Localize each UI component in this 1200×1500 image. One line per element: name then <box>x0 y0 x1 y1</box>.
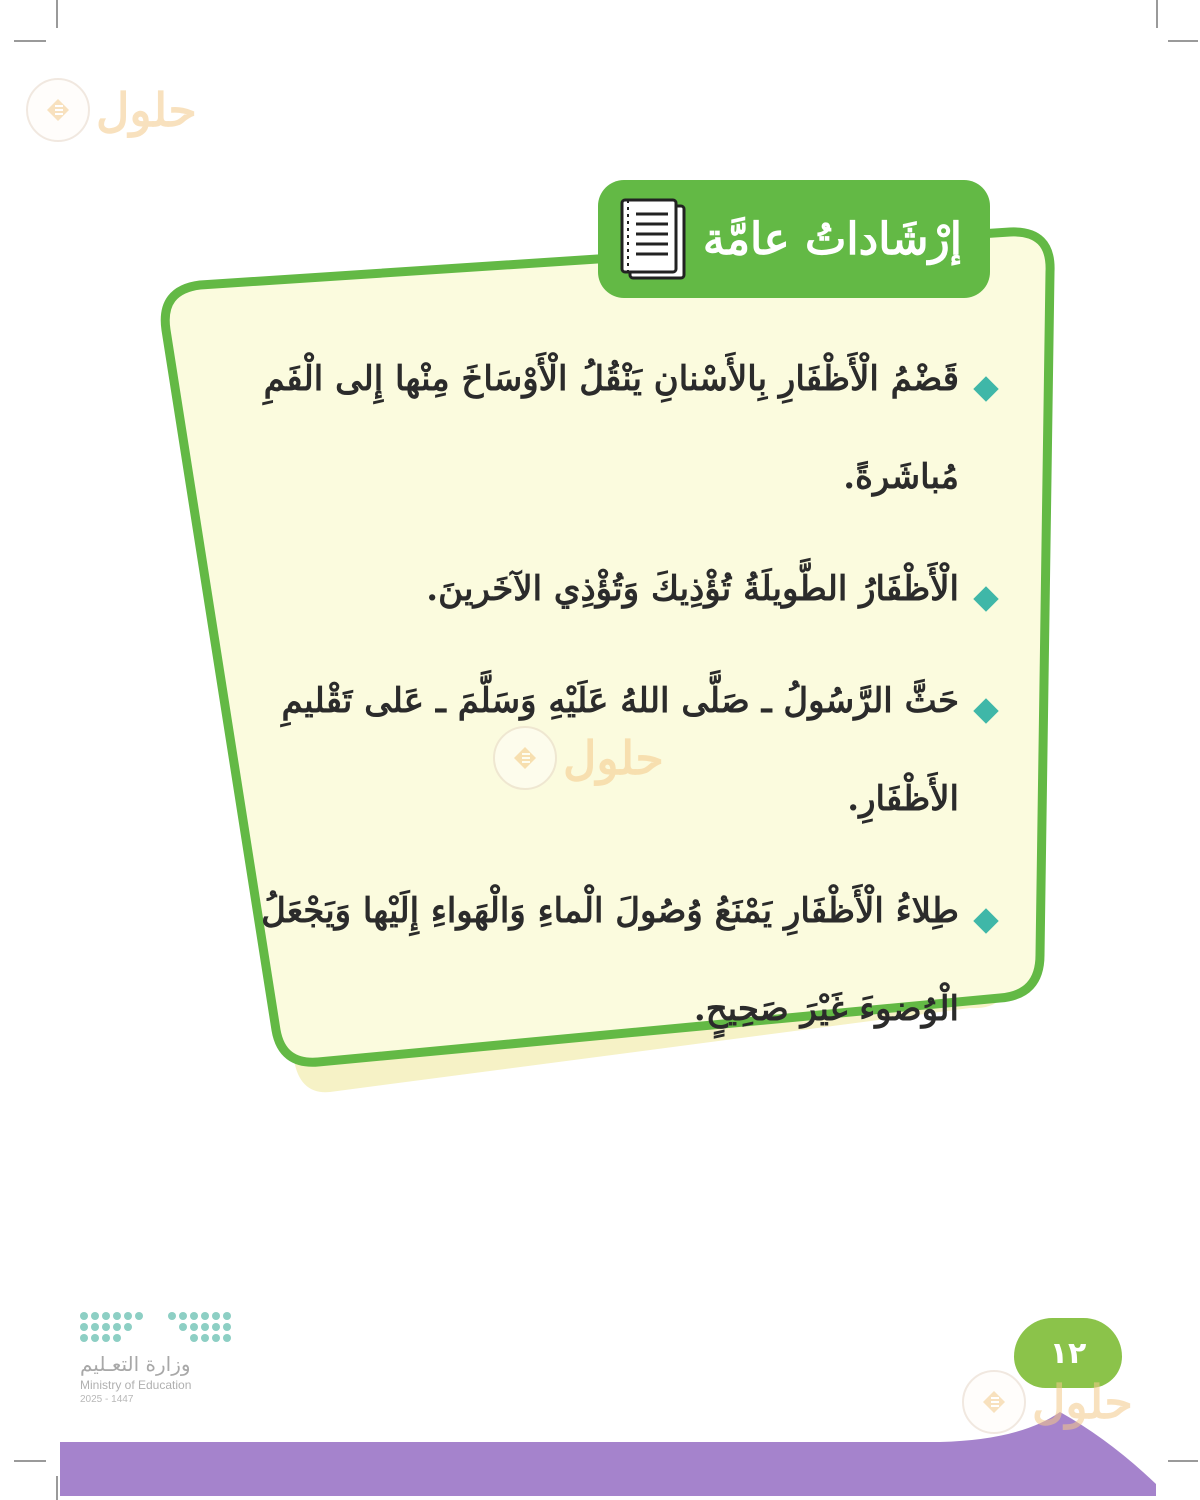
watermark-logo <box>962 1370 1133 1434</box>
edition-year: 2025 - 1447 <box>80 1394 134 1405</box>
watermark-text: حلول <box>563 731 664 785</box>
ministry-emblem-icon <box>80 1312 230 1342</box>
ministry-name-arabic: وزارة التعـليم <box>80 1352 191 1376</box>
watermark-text: حلول <box>96 83 197 137</box>
ministry-name-english: Ministry of Education <box>80 1378 192 1392</box>
page-number: ١٢ <box>1049 1335 1087 1371</box>
list-item-text: الْأَظْفَارُ الطَّويلَةُ تُؤْذِيكَ وَتُؤْذِي الآخَرينَ. <box>426 569 959 609</box>
list-item-text: طِلاءُ الْأَظْفَارِ يَمْنَعُ وُصُولَ الْماءِ وَالْهَواءِ إِلَيْها وَيَجْعَلُ الْوُضوءَ غَيْرَ صَحِيحٍ. <box>261 891 959 1029</box>
ministry-logo <box>80 1312 230 1405</box>
watermark-text: حلول <box>1032 1375 1133 1429</box>
list-item-text: حَثَّ الرَّسُولُ ـ صَلَّى اللهُ عَلَيْهِ وَسَلَّمَ ـ عَلى تَقْليمِ الأَظْفَارِ. <box>281 681 959 819</box>
list-item-text: قَضْمُ الْأَظْفَارِ بِالأَسْنانِ يَنْقُلُ الْأَوْسَاخَ مِنْها إِلى الْفَمِ مُباشَرةً. <box>263 359 959 497</box>
section-title: إرْشَاداتُ عامَّة <box>702 213 962 265</box>
watermark-book-icon <box>962 1370 1026 1434</box>
